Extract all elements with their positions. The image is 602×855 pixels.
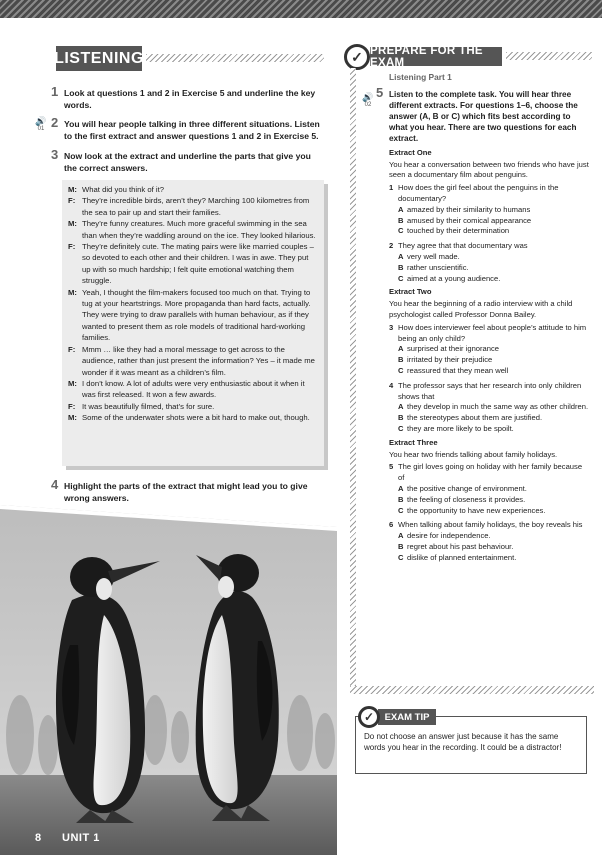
answer-option[interactable]: C dislike of planned entertainment. xyxy=(398,552,517,562)
checkmark-icon: ✓ xyxy=(358,706,380,728)
heading-hatch-decoration xyxy=(146,54,324,62)
question-1 xyxy=(51,84,326,111)
penguins-photo xyxy=(0,505,337,855)
audio-track-01[interactable] xyxy=(34,116,48,132)
question-number: 4 xyxy=(51,477,59,492)
audio-track-02[interactable] xyxy=(361,92,375,108)
answer-option[interactable]: C aimed at a young audience. xyxy=(398,273,501,283)
answer-option[interactable]: A they develop in much the same way as other children. xyxy=(398,402,589,412)
page-number: 8 xyxy=(35,832,42,844)
answer-option[interactable]: B the feeling of closeness it provides. xyxy=(398,494,526,504)
question-text: Highlight the parts of the extract that might lead you to give wrong answers. xyxy=(64,481,308,503)
extract-title: Extract Two xyxy=(389,287,432,297)
answer-option[interactable]: B rather unscientific. xyxy=(398,262,469,272)
transcript-line: M: Yeah, I thought the film-makers focused too much on that. Trying to tug at your heartstrings. More propaganda than hard facts, actually. They were trying to draw parallels with human behaviour, as if they wanted to present them as role models of traditional hard-working families. xyxy=(68,287,311,343)
listening-heading: LISTENING xyxy=(56,46,142,71)
extract-intro: You hear a conversation between two friends who have just seen a documentary film about penguins. xyxy=(389,159,589,180)
answer-option[interactable]: A surprised at their ignorance xyxy=(398,344,500,354)
extract-title: Extract Three xyxy=(389,437,438,447)
extract-title: Extract One xyxy=(389,147,432,157)
answer-option[interactable]: C they are more likely to be spoilt. xyxy=(398,423,514,433)
question-number: 2 xyxy=(51,115,59,130)
question-number: 5 xyxy=(376,84,384,100)
question-text: You will hear people talking in three different situations. Listen to the first extract and answer questions 1 and 2 in Exercise 5. xyxy=(64,119,320,141)
answer-option[interactable]: A desire for independence. xyxy=(398,531,491,541)
exam-tip-heading: EXAM TIP xyxy=(378,709,436,725)
speaker-icon: 🔊 xyxy=(362,92,374,102)
answer-option[interactable]: C reassured that they mean well xyxy=(398,365,509,375)
question-number: 3 xyxy=(51,147,59,162)
track-number: 01 xyxy=(37,126,45,132)
transcript-line: M: Some of the underwater shots were a bit hard to make out, though. xyxy=(68,413,310,423)
transcript-line: F: It was beautifully filmed, that’s for sure. xyxy=(68,401,215,411)
answer-option[interactable]: B amused by their comical appearance xyxy=(398,215,532,225)
checkmark-icon: ✓ xyxy=(344,44,370,70)
top-hatched-bar xyxy=(0,0,602,18)
transcript-line: M: They’re funny creatures. Much more graceful swimming in the sea than when they’re waddling around on the ice. They looked hilarious. xyxy=(68,219,316,240)
unit-label: UNIT 1 xyxy=(62,832,100,844)
question-4 xyxy=(51,477,326,504)
track-number: 02 xyxy=(364,102,372,108)
extract-intro: You hear the beginning of a radio interview with a child psychologist called Professor Donna Bailey. xyxy=(389,299,573,319)
question-2 xyxy=(51,115,326,142)
exam-question: 6 When talking about family holidays, the boy reveals his xyxy=(389,520,583,530)
exam-question: 4 The professor says that her research into only children shows that xyxy=(389,380,582,401)
question-number: 1 xyxy=(51,84,59,99)
answer-option[interactable]: B regret about his past behaviour. xyxy=(398,541,514,551)
transcript-line: M: I don’t know. A lot of adults were very enthusiastic about it when it was first released. It won a few awards. xyxy=(68,378,305,400)
question-3 xyxy=(51,147,326,174)
prepare-subtitle: Listening Part 1 xyxy=(389,72,452,82)
prepare-heading: PREPARE FOR THE EXAM xyxy=(370,47,502,66)
exam-question: 2 They agree that that documentary was xyxy=(389,241,528,251)
transcript-box xyxy=(62,180,324,466)
transcript-line: F: They’re definitely cute. The mating pairs were like married couples – so devoted to each other and their children. I was in awe. They put up with so much hardship; I felt quite emotional watching them struggle. xyxy=(68,242,314,286)
question-text: Listen to the complete task. You will hear three different extracts. For questions 1–6, choose the answer (A, B or C) which fits best according to what you hear. There are two questions for each extract. xyxy=(389,89,578,143)
answer-option[interactable]: C the opportunity to have new experiences. xyxy=(398,505,546,515)
answer-option[interactable]: B the stereotypes about them are justified. xyxy=(398,413,543,423)
prepare-content xyxy=(376,72,589,563)
exam-tip-text: Do not choose an answer just because it has the same words you hear in the recording. It could be a distractor! xyxy=(364,732,562,752)
answer-option[interactable]: B irritated by their prejudice xyxy=(398,355,493,365)
question-5 xyxy=(376,84,589,144)
question-text: Now look at the extract and underline the parts that give you the correct answers. xyxy=(64,151,311,173)
extract-intro: You hear two friends talking about family holidays. xyxy=(389,449,558,459)
speaker-icon: 🔊 xyxy=(35,116,47,126)
question-text: Look at questions 1 and 2 in Exercise 5 and underline the key words. xyxy=(64,88,316,110)
answer-option[interactable]: A the positive change of environment. xyxy=(398,483,527,493)
exam-question: 1 How does the girl feel about the penguins in the documentary? xyxy=(389,183,559,203)
prepare-bottom-border xyxy=(350,686,594,694)
exam-question: 3 How does interviewer feel about people’s attitude to him being an only child? xyxy=(389,322,587,343)
transcript-line: F: Mmm … like they had a moral message to get across to the audience, rather than just present the information? Yes – it made me wonder if it was meant as a children’s film. xyxy=(68,344,315,377)
prepare-left-border xyxy=(350,68,356,690)
answer-option[interactable]: A amazed by their similarity to humans xyxy=(398,204,531,214)
exam-question: 5 The girl loves going on holiday with her family because of xyxy=(389,462,583,483)
answer-option[interactable]: A very well made. xyxy=(398,251,460,261)
transcript-line: F: They’re incredible birds, aren’t they? Marching 100 kilometres from the sea to pair up and start their families. xyxy=(68,196,310,217)
prepare-hatch-decoration xyxy=(506,52,592,60)
answer-option[interactable]: C touched by their determination xyxy=(398,226,510,236)
transcript-line: M: What did you think of it? xyxy=(68,185,165,194)
